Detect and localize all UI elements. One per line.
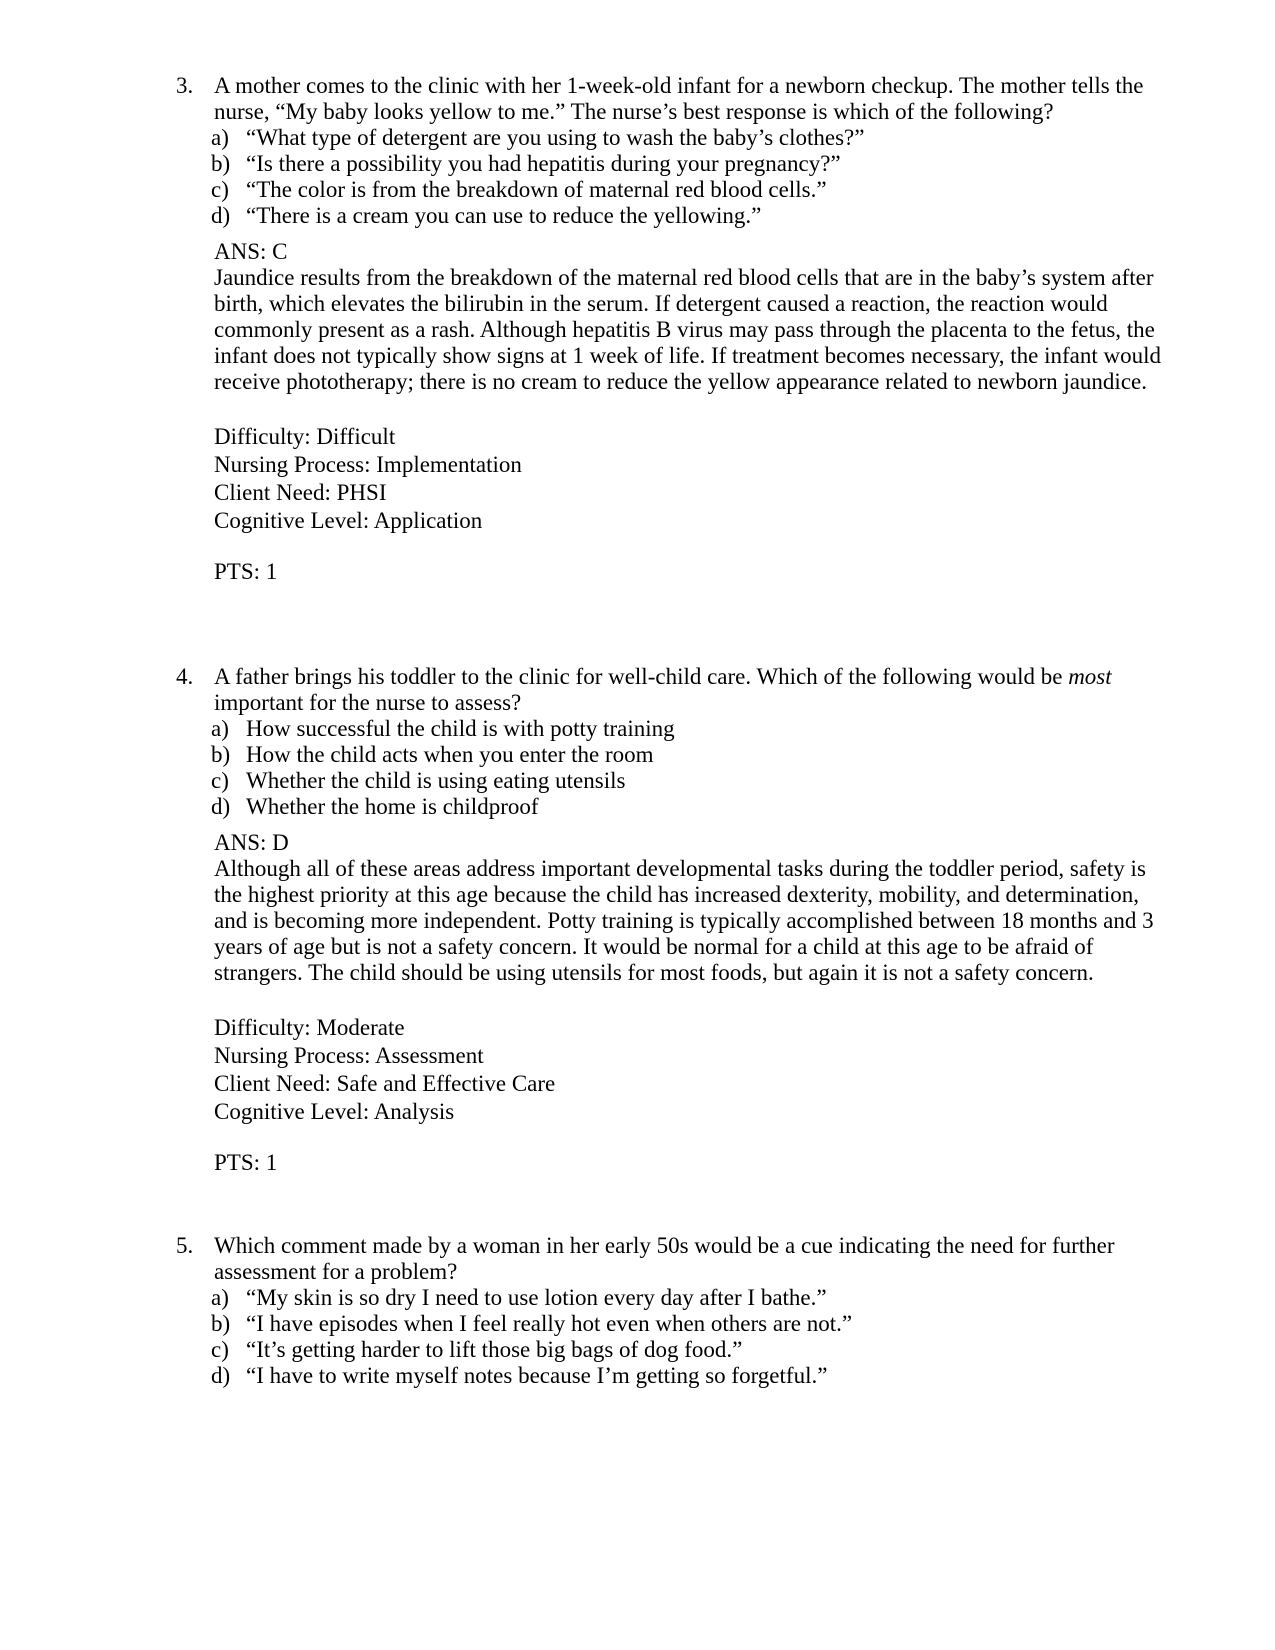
stem-emphasis: most — [1068, 664, 1112, 689]
option-c — [0, 1337, 1275, 1363]
option-text: “I have episodes when I feel really hot even when others are not.” — [246, 1311, 853, 1336]
answer-key: ANS: D — [214, 830, 289, 855]
option-b — [0, 1311, 1275, 1337]
question-number: 3. — [176, 73, 194, 98]
option-letter: d) — [211, 794, 231, 819]
question-stem: A mother comes to the clinic with her 1-week-old infant for a newborn checkup. The mother tells the nurse, “My baby looks yellow to me.” The nurse’s best response is which of the following? — [214, 73, 1144, 124]
option-b — [0, 742, 1275, 768]
option-a — [0, 716, 1275, 742]
option-c — [0, 768, 1275, 794]
option-d — [0, 1363, 1275, 1389]
option-letter: d) — [211, 1363, 231, 1388]
option-b — [0, 151, 1275, 177]
option-c — [0, 177, 1275, 203]
option-letter: a) — [211, 125, 229, 150]
option-letter: c) — [211, 768, 229, 793]
question-5 — [0, 1233, 1275, 1389]
question-number: 5. — [176, 1233, 194, 1258]
option-letter: b) — [211, 1311, 231, 1336]
option-letter: a) — [211, 1285, 229, 1310]
option-text: “Is there a possibility you had hepatitis during your pregnancy?” — [246, 151, 841, 176]
rationale: Jaundice results from the breakdown of the maternal red blood cells that are in the baby’s system after birth, which elevates the bilirubin in the serum. If detergent caused a reaction, the reaction would commonly present as a rash. Although hepatitis B virus may pass through the placenta to the fetus, the infant does not typically show signs at 1 week of life. If treatment becomes necessary, the infant would receive phototherapy; there is no cream to reduce the yellow appearance related to newborn jaundice. — [214, 265, 1161, 394]
cognitive-level: Cognitive Level: Analysis — [214, 1099, 455, 1124]
option-letter: c) — [211, 177, 229, 202]
option-letter: d) — [211, 203, 231, 228]
points: PTS: 1 — [214, 559, 278, 584]
option-text: How the child acts when you enter the room — [246, 742, 654, 767]
answer-options — [0, 125, 1275, 229]
difficulty: Difficulty: Difficult — [214, 424, 396, 449]
option-text: “It’s getting harder to lift those big bags of dog food.” — [246, 1337, 743, 1362]
nursing-process: Nursing Process: Assessment — [214, 1043, 484, 1068]
option-text: “The color is from the breakdown of maternal red blood cells.” — [246, 177, 827, 202]
option-a — [0, 1285, 1275, 1311]
option-text: “What type of detergent are you using to wash the baby’s clothes?” — [246, 125, 865, 150]
question-number: 4. — [176, 664, 194, 689]
question-stem: Which comment made by a woman in her early 50s would be a cue indicating the need for further assessment for a problem? — [214, 1233, 1115, 1284]
option-d — [0, 794, 1275, 820]
option-text: “My skin is so dry I need to use lotion every day after I bathe.” — [246, 1285, 827, 1310]
points: PTS: 1 — [214, 1150, 278, 1175]
option-letter: c) — [211, 1337, 229, 1362]
option-letter: a) — [211, 716, 229, 741]
stem-text: important for the nurse to assess? — [214, 690, 522, 715]
option-a — [0, 125, 1275, 151]
question-3 — [0, 73, 1275, 585]
answer-options — [0, 1285, 1275, 1389]
difficulty: Difficulty: Moderate — [214, 1015, 405, 1040]
stem-text: A father brings his toddler to the clinic for well-child care. Which of the following would be — [214, 664, 1069, 689]
nursing-process: Nursing Process: Implementation — [214, 452, 522, 477]
option-letter: b) — [211, 151, 231, 176]
option-text: “I have to write myself notes because I’m getting so forgetful.” — [246, 1363, 828, 1388]
option-letter: b) — [211, 742, 231, 767]
client-need: Client Need: PHSI — [214, 480, 387, 505]
option-text: “There is a cream you can use to reduce the yellowing.” — [246, 203, 762, 228]
rationale: Although all of these areas address important developmental tasks during the toddler period, safety is the highest priority at this age because the child has increased dexterity, mobility, and determination, and is becoming more independent. Potty training is typically accomplished between 18 months and 3 years of age but is not a safety concern. It would be normal for a child at this age to be afraid of strangers. The child should be using utensils for most foods, but again it is not a safety concern. — [214, 856, 1154, 985]
option-d — [0, 203, 1275, 229]
answer-options — [0, 716, 1275, 820]
question-stem — [214, 664, 1154, 716]
client-need: Client Need: Safe and Effective Care — [214, 1071, 556, 1096]
option-text: Whether the child is using eating utensils — [246, 768, 626, 793]
answer-key: ANS: C — [214, 239, 288, 264]
question-metadata — [214, 423, 1164, 535]
question-metadata — [214, 1014, 1164, 1126]
question-4 — [0, 664, 1275, 1176]
option-text: How successful the child is with potty training — [246, 716, 675, 741]
cognitive-level: Cognitive Level: Application — [214, 508, 483, 533]
option-text: Whether the home is childproof — [246, 794, 539, 819]
